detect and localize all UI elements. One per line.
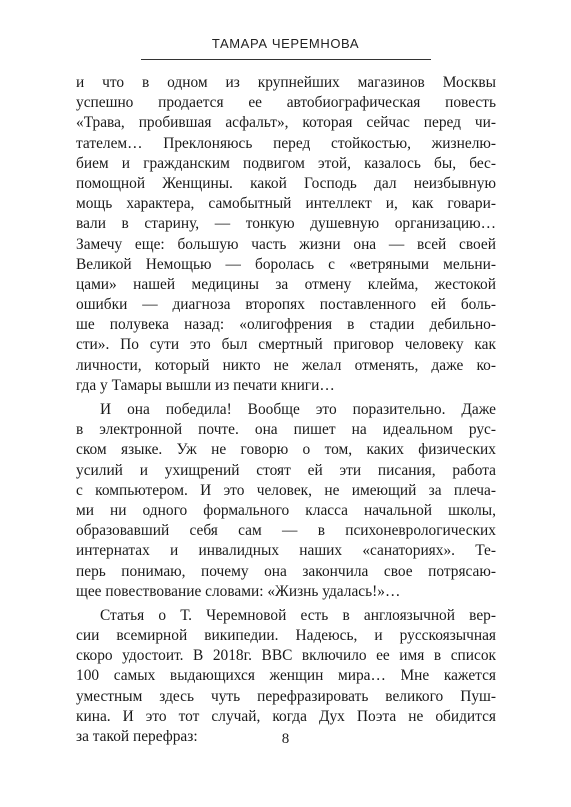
running-head-title: ТАМАРА ЧЕРЕМНОВА <box>211 36 360 51</box>
text-line: И она победила! Вообще это поразительно. Даже <box>100 401 496 418</box>
text-line: гда у Тамары вышли из печати книги… <box>76 376 335 394</box>
text-line: щее повествование словами: «Жизнь удалась!»… <box>76 582 401 600</box>
text-line: ше полувека назад: «олигофрения в стадии дебильно- <box>76 316 496 334</box>
text-line: 100 самых выдающихся женщин мира… Мне кажется <box>76 667 496 685</box>
header-rule <box>141 59 431 60</box>
text-line: сии всемирной википедии. Надеюсь, и русскоязычная <box>76 627 496 645</box>
text-line: вали в старину, — тонкую душевную организацию… <box>76 215 496 233</box>
text-line: ми ни одного формального класса начальной школы, <box>76 501 496 519</box>
body-text <box>76 73 496 747</box>
text-line: ошибки — диагноза второпях поставленного ей боль- <box>76 296 496 314</box>
page-number: 8 <box>281 731 290 747</box>
text-line: Великой Немощью — боролась с «ветряными мельни- <box>76 255 496 273</box>
text-line: мощь характера, самобытный интеллект и, как говари- <box>76 195 496 213</box>
text-line: сти». По сути это был смертный приговор человеку как <box>76 336 496 354</box>
text-line: тателем… Преклоняюсь перед стойкостью, жизнелю- <box>76 134 496 152</box>
text-line: уместным здесь чуть перефразировать великого Пуш- <box>76 687 496 705</box>
text-line: «Трава, пробившая асфальт», которая сейчас перед чи- <box>76 114 496 132</box>
paragraph-2 <box>76 400 496 602</box>
text-line: ском языке. Уж не говорю о том, каких физических <box>76 441 496 459</box>
text-line: образовавший себя сам — в психоневрологических <box>76 522 496 540</box>
text-line: скоро удостоит. В 2018г. BBC включило ее имя в список <box>76 647 496 665</box>
text-line: личности, который никто не желал отменять, даже ко- <box>76 356 496 374</box>
text-line: усилий и ухищрений стоят ей эти писания, работа <box>76 461 496 479</box>
paragraph-1 <box>76 73 496 396</box>
text-line: за такой перефраз: <box>76 728 198 745</box>
text-line: бием и гражданским подвигом этой, казалось бы, бес- <box>76 154 496 172</box>
text-line: и что в одном из крупнейших магазинов Москвы <box>76 74 496 91</box>
text-line: с компьютером. И это человек, не имеющий за плеча- <box>76 481 496 499</box>
text-line: перь понимаю, почему она закончила свое потрясаю- <box>76 562 496 580</box>
text-line: интернатах и инвалидных наших «санаториях». Те- <box>76 542 496 560</box>
text-line: в электронной почте. она пишет на идеальном рус- <box>76 421 496 439</box>
text-line: кина. И это тот случай, когда Дух Поэта не обидится <box>76 707 496 725</box>
text-line: Статья о Т. Черемновой есть в англоязычной вер- <box>100 606 496 624</box>
text-line: помощной Женщины. какой Господь дал неизбывную <box>76 174 496 192</box>
text-line: Замечу еще: большую часть жизни она — всей своей <box>76 235 496 253</box>
text-line: успешно продается ее автобиографическая повесть <box>76 94 496 112</box>
text-line: цами» нашей медицины за отмену клейма, жестокой <box>76 275 496 293</box>
paragraph-3 <box>76 606 496 747</box>
